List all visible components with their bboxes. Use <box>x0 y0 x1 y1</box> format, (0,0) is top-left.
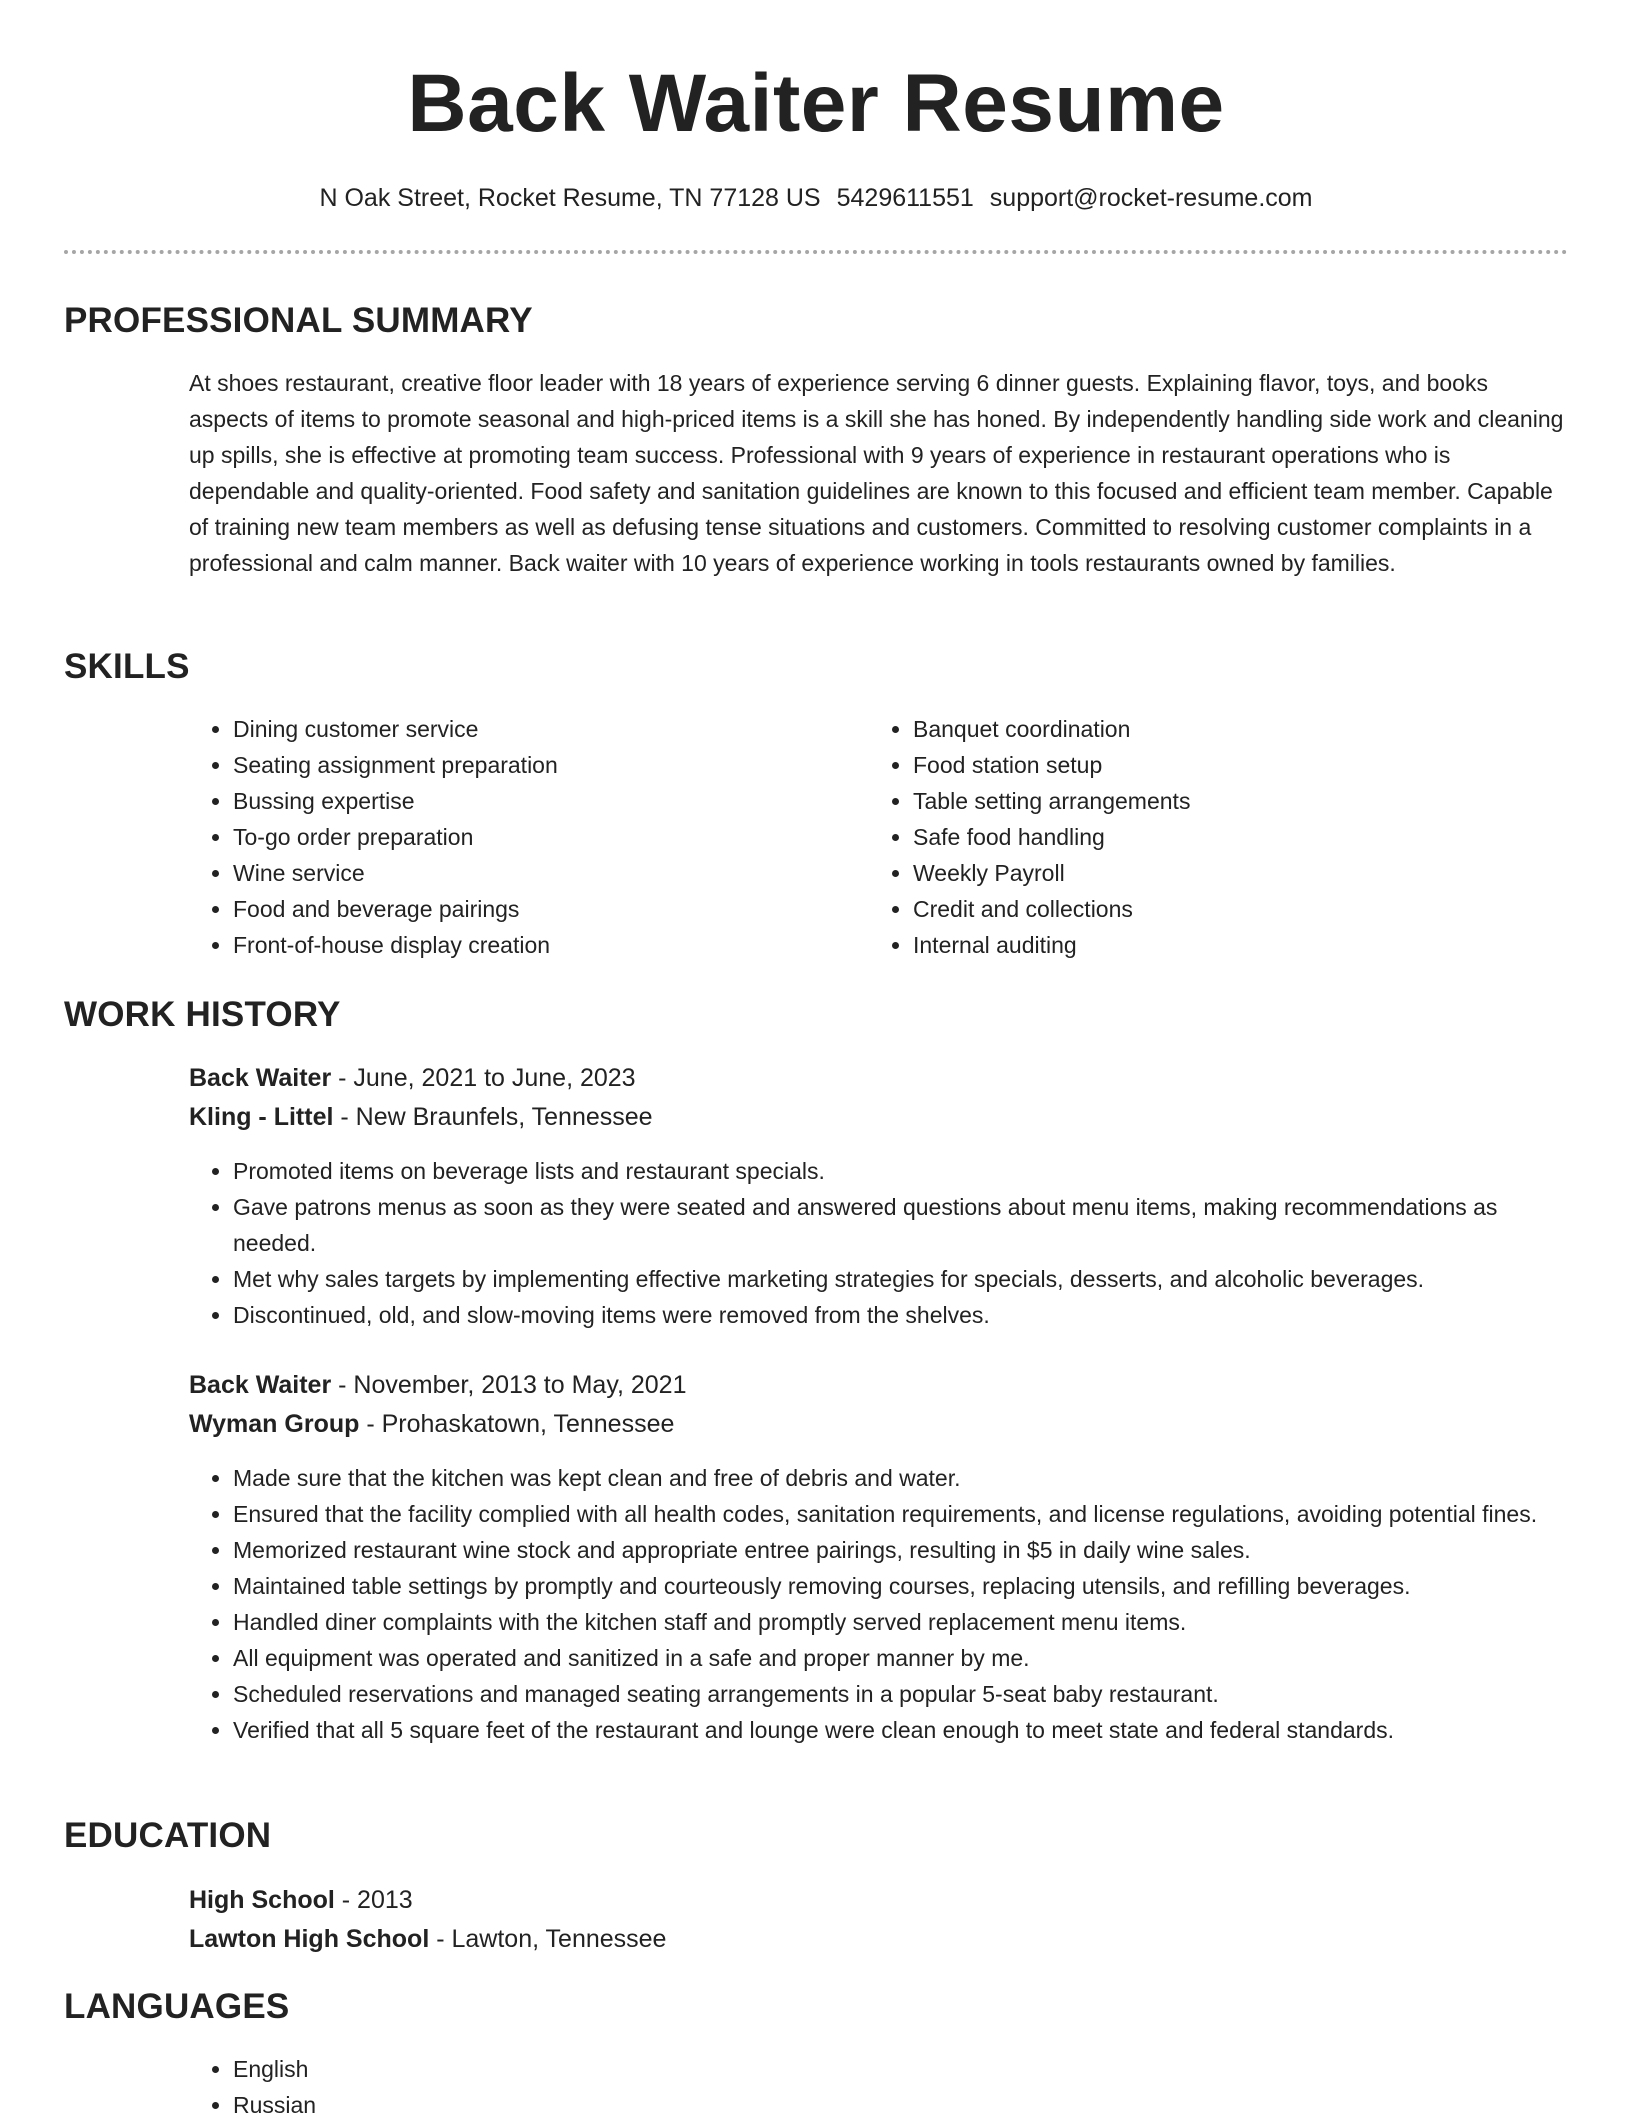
job-bullets <box>189 1153 1569 1333</box>
job-bullets <box>189 1460 1569 1748</box>
skill-item: • Table setting arrangements <box>913 783 1569 819</box>
skill-item: • Wine service <box>233 855 849 891</box>
skills-column-right <box>869 711 1569 963</box>
job-bullet: • All equipment was operated and sanitized in a safe and proper manner by me. <box>233 1640 1569 1676</box>
skills-list-left <box>189 711 849 963</box>
job-location: - Prohaskatown, Tennessee <box>359 1410 675 1438</box>
summary-text: At shoes restaurant, creative floor leader with 18 years of experience serving 6 dinner guests. Explaining flavor, toys, and books aspects of items to promote seasonal and high-priced items is a skill she has honed. By independently handling side work and cleaning up spills, she is effective at promoting team success. Professional with 9 years of experience in restaurant operations who is dependable and quality-oriented. Food safety and sanitation guidelines are known to this focused and efficient team member. Capable of training new team members as well as defusing tense situations and customers. Committed to resolving customer complaints in a professional and calm manner. Back waiter with 10 years of experience working in tools restaurants owned by families. <box>189 370 1564 576</box>
job-dates: - November, 2013 to May, 2021 <box>331 1371 687 1399</box>
job-bullet-list <box>189 1460 1569 1748</box>
header-divider <box>64 250 1568 254</box>
education-degree-line <box>189 1881 413 1919</box>
language-item: • Russian <box>233 2087 1569 2123</box>
skill-item: • Food station setup <box>913 747 1569 783</box>
job-bullet: • Discontinued, old, and slow-moving items were removed from the shelves. <box>233 1297 1569 1333</box>
education-degree: High School <box>189 1886 335 1914</box>
job-bullet: • Promoted items on beverage lists and restaurant specials. <box>233 1153 1569 1189</box>
education-school-line <box>189 1920 666 1958</box>
contact-email: support@rocket-resume.com <box>989 184 1313 212</box>
job-company: Kling - Littel <box>189 1103 334 1131</box>
job-dates: - June, 2021 to June, 2023 <box>331 1064 636 1092</box>
job-bullet: • Memorized restaurant wine stock and appropriate entree pairings, resulting in $5 in daily wine sales. <box>233 1532 1569 1568</box>
skill-item: • Internal auditing <box>913 927 1569 963</box>
skill-item: • Front-of-house display creation <box>233 927 849 963</box>
job-company-line <box>189 1405 674 1443</box>
skill-item: • Safe food handling <box>913 819 1569 855</box>
education-location: - Lawton, Tennessee <box>429 1925 667 1953</box>
languages-list <box>189 2051 1569 2123</box>
job-bullet: • Gave patrons menus as soon as they were seated and answered questions about menu items, making recommendations as needed. <box>233 1189 1569 1261</box>
job-location: - New Braunfels, Tennessee <box>333 1103 653 1131</box>
job-bullet: • Met why sales targets by implementing effective marketing strategies for specials, desserts, and alcoholic beverages. <box>233 1261 1569 1297</box>
contact-line <box>0 182 1632 214</box>
job-bullet: • Verified that all 5 square feet of the restaurant and lounge were clean enough to meet state and federal standards. <box>233 1712 1569 1748</box>
skills-column-left <box>189 711 849 963</box>
education-heading: EDUCATION <box>64 1816 272 1855</box>
job-company-line <box>189 1098 653 1136</box>
skill-item: • Food and beverage pairings <box>233 891 849 927</box>
summary-heading: PROFESSIONAL SUMMARY <box>64 301 533 340</box>
job-title: Back Waiter <box>189 1371 332 1399</box>
job-bullet: • Made sure that the kitchen was kept clean and free of debris and water. <box>233 1460 1569 1496</box>
language-item: • English <box>233 2051 1569 2087</box>
job-bullet: • Maintained table settings by promptly and courteously removing courses, replacing utensils, and refilling beverages. <box>233 1568 1569 1604</box>
job-title-line <box>189 1059 636 1097</box>
skills-heading: SKILLS <box>64 647 190 686</box>
skill-item: • Dining customer service <box>233 711 849 747</box>
resume-title: Back Waiter Resume <box>407 58 1225 149</box>
job-title-line <box>189 1366 686 1404</box>
job-bullet: • Ensured that the facility complied with all health codes, sanitation requirements, and license regulations, avoiding potential fines. <box>233 1496 1569 1532</box>
job-bullet-list <box>189 1153 1569 1333</box>
languages-list-wrap <box>189 2051 1569 2123</box>
education-year: - 2013 <box>334 1886 413 1914</box>
skill-item: • Banquet coordination <box>913 711 1569 747</box>
job-company: Wyman Group <box>189 1410 360 1438</box>
contact-address: N Oak Street, Rocket Resume, TN 77128 US <box>319 184 821 212</box>
job-title: Back Waiter <box>189 1064 332 1092</box>
education-school: Lawton High School <box>189 1925 430 1953</box>
skill-item: • Seating assignment preparation <box>233 747 849 783</box>
languages-heading: LANGUAGES <box>64 1987 290 2026</box>
work-heading: WORK HISTORY <box>64 995 341 1034</box>
skills-list-right <box>869 711 1569 963</box>
skill-item: • Credit and collections <box>913 891 1569 927</box>
skill-item: • Weekly Payroll <box>913 855 1569 891</box>
contact-phone: 5429611551 <box>836 184 974 212</box>
job-bullet: • Scheduled reservations and managed seating arrangements in a popular 5-seat baby restaurant. <box>233 1676 1569 1712</box>
skill-item: • Bussing expertise <box>233 783 849 819</box>
job-bullet: • Handled diner complaints with the kitchen staff and promptly served replacement menu items. <box>233 1604 1569 1640</box>
skill-item: • To-go order preparation <box>233 819 849 855</box>
